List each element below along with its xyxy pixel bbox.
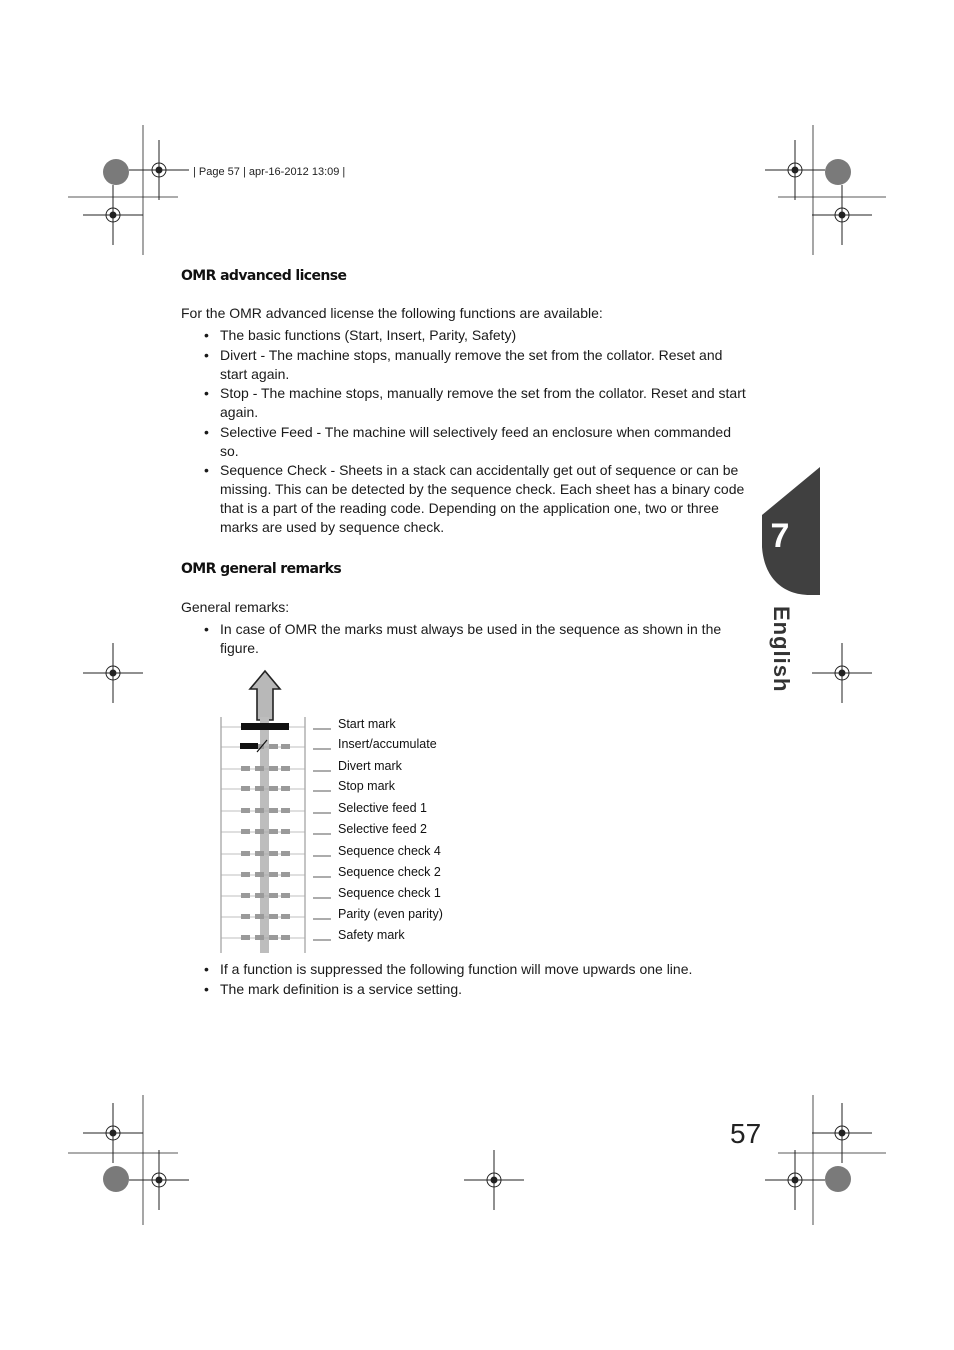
list-item: • Selective Feed - The machine will selectively feed an enclosure when commanded so. (204, 423, 764, 461)
mark-dash (269, 893, 278, 898)
omr-mark-figure (215, 665, 475, 955)
mark-dash (281, 893, 290, 898)
section-title-advanced: OMR advanced license (181, 268, 347, 284)
general-bullet-list (204, 620, 764, 659)
mark-dash (241, 851, 250, 856)
mark-dash (241, 829, 250, 834)
mark-dash (255, 808, 264, 813)
figure-label: Sequence check 2 (338, 865, 441, 879)
mark-dash (281, 744, 290, 749)
section-title-general: OMR general remarks (181, 561, 342, 577)
language-label (756, 602, 806, 692)
mark-dash (241, 786, 250, 791)
mark-dash (269, 851, 278, 856)
mark-dash (241, 935, 250, 940)
mark-dash (241, 914, 250, 919)
list-item: • Sequence Check - Sheets in a stack can accidentally get out of sequence or can be missing. This can be detected by the sequence check. Each sheet has a binary code that is a part of the reading code. Depending on the application one, two or three marks are used by sequence check. (204, 461, 764, 537)
mark-dash (281, 872, 290, 877)
figure-label: Parity (even parity) (338, 907, 443, 921)
mark-dash (255, 766, 264, 771)
mark-dash (281, 935, 290, 940)
page-number: 57 (730, 1118, 762, 1149)
figure-label: Insert/accumulate (338, 737, 437, 751)
figure-label: Selective feed 1 (338, 801, 427, 815)
print-info: | Page 57 | apr-16-2012 13:09 | (193, 166, 346, 178)
mark-dash (255, 829, 264, 834)
general-after-list (204, 960, 764, 999)
advanced-intro: For the OMR advanced license the following functions are available: (181, 305, 603, 321)
list-item: • Divert - The machine stops, manually remove the set from the collator. Reset and start again. (204, 346, 764, 384)
mark-dash (281, 786, 290, 791)
mark-dash (281, 851, 290, 856)
list-item: • In case of OMR the marks must always be used in the sequence as shown in the figure. (204, 620, 764, 658)
mark-dash (281, 829, 290, 834)
chapter-number: 7 (770, 517, 790, 555)
mark-dash (269, 766, 278, 771)
figure-label: Selective feed 2 (338, 822, 427, 836)
figure-label: Start mark (338, 717, 396, 731)
figure-label: Sequence check 4 (338, 844, 441, 858)
start-mark-bar (241, 723, 289, 730)
mark-dash (269, 744, 278, 749)
list-item: • If a function is suppressed the following function will move upwards one line. (204, 960, 764, 979)
mark-dash (269, 786, 278, 791)
mark-dash (281, 766, 290, 771)
mark-dash (255, 893, 264, 898)
advanced-bullet-list (204, 326, 764, 538)
mark-dash (269, 914, 278, 919)
arrow-up-icon (250, 671, 280, 720)
mark-dash (241, 872, 250, 877)
mark-dash (255, 851, 264, 856)
figure-label: Safety mark (338, 928, 405, 942)
mark-dash (269, 935, 278, 940)
list-item: • The basic functions (Start, Insert, Parity, Safety) (204, 326, 764, 345)
figure-label: Stop mark (338, 779, 395, 793)
mark-dash (269, 829, 278, 834)
mark-dash (255, 786, 264, 791)
list-item: • Stop - The machine stops, manually remove the set from the collator. Reset and start again. (204, 384, 764, 422)
list-item: • The mark definition is a service setting. (204, 980, 764, 999)
chapter-tab (762, 467, 820, 595)
svg-text:English: English (769, 606, 794, 692)
insert-mark-bar (240, 743, 258, 749)
figure-label: Sequence check 1 (338, 886, 441, 900)
mark-dash (269, 808, 278, 813)
mark-dash (281, 808, 290, 813)
mark-dash (241, 893, 250, 898)
figure-label: Divert mark (338, 759, 402, 773)
general-intro: General remarks: (181, 599, 290, 615)
mark-dash (255, 935, 264, 940)
mark-dash (281, 914, 290, 919)
mark-dash (241, 766, 250, 771)
mark-dash (241, 808, 250, 813)
mark-dash (255, 872, 264, 877)
mark-dash (255, 914, 264, 919)
mark-dash (269, 872, 278, 877)
